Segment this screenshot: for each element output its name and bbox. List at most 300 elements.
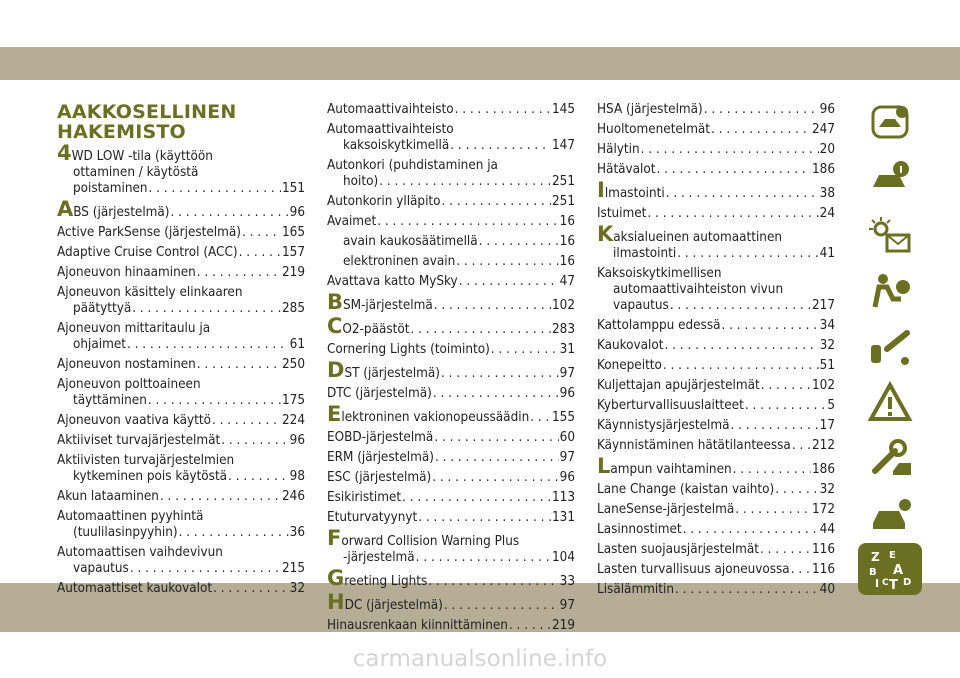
- dot-leader: [455, 102, 551, 118]
- entry-label: kaksoiskytkimellä: [343, 138, 450, 153]
- index-entry: [327, 314, 575, 338]
- index-entry: [597, 562, 835, 578]
- dot-leader: [704, 102, 819, 118]
- index-entry: [57, 453, 305, 485]
- page-number: 251: [552, 194, 575, 209]
- entry-label: ilmastointi: [613, 246, 677, 261]
- dot-leader: [434, 298, 551, 314]
- entry-label: Käynnistysjärjestelmä: [597, 418, 730, 433]
- entry-label: orward Collision Warning Plus: [341, 534, 520, 549]
- dot-leader: [197, 357, 281, 373]
- index-entry: [327, 342, 575, 358]
- page-number: 16: [559, 214, 575, 229]
- entry-label: ERM (järjestelmä): [327, 450, 434, 465]
- dot-leader: [677, 246, 818, 262]
- page-number: 36: [289, 525, 305, 540]
- index-entry: [57, 285, 305, 317]
- page-number: 96: [559, 386, 575, 401]
- dot-leader: [197, 265, 281, 281]
- tab-safety[interactable]: [858, 263, 922, 319]
- dot-leader: [433, 386, 559, 402]
- entry-label: Kuljettajan apujärjestelmät: [597, 378, 760, 393]
- index-entry: [597, 162, 835, 178]
- index-letter: C: [882, 578, 889, 588]
- entry-label: elektroninen avain: [343, 254, 456, 269]
- entry-label: ohjaimet: [73, 337, 126, 352]
- page-number: 33: [559, 574, 575, 589]
- entry-label: Aktiiviset turvajärjestelmät: [57, 433, 221, 448]
- dot-leader: [456, 254, 558, 270]
- dot-leader: [171, 205, 289, 221]
- index-entry: [597, 542, 835, 558]
- index-column-2: [327, 102, 575, 638]
- dot-leader: [711, 122, 811, 138]
- index-entry: [327, 430, 575, 446]
- dot-leader: [402, 490, 551, 506]
- entry-label: Automaattiset kaukovalot: [57, 581, 213, 596]
- entry-label: Adaptive Cruise Control (ACC): [57, 245, 238, 260]
- index-entry: [57, 245, 305, 261]
- index-entry: [327, 358, 575, 382]
- index-letter: E: [889, 550, 896, 561]
- index-entry: [327, 566, 575, 590]
- entry-label: Lisälämmitin: [597, 582, 674, 597]
- index-letter-marker: D: [327, 358, 345, 382]
- dot-leader: [418, 510, 551, 526]
- dot-leader: [434, 430, 558, 446]
- index-letter: Z: [871, 550, 880, 564]
- entry-label: LaneSense-järjestelmä: [597, 502, 735, 517]
- car-check-icon: [865, 101, 915, 145]
- entry-label: ST (järjestelmä): [344, 366, 440, 381]
- entry-label: Lasinnostimet: [597, 522, 682, 537]
- page-number: 96: [559, 470, 575, 485]
- page-number: 44: [819, 522, 835, 537]
- index-entry: [327, 450, 575, 466]
- page-number: 113: [552, 490, 575, 505]
- page-number: 285: [282, 301, 305, 316]
- index-entry: [597, 358, 835, 374]
- dot-leader: [459, 274, 559, 290]
- key-start-icon: [865, 325, 915, 369]
- entry-label: Käynnistäminen hätätilanteessa: [597, 438, 791, 453]
- index-entry: [327, 490, 575, 506]
- page-number: 186: [812, 162, 835, 177]
- entry-label: Ajoneuvon hinaaminen: [57, 265, 196, 280]
- dot-leader: [760, 542, 811, 558]
- index-entry: [57, 581, 305, 597]
- entry-label: HSA (järjestelmä): [597, 102, 703, 117]
- index-letter-marker: G: [327, 566, 345, 590]
- index-entry: [327, 290, 575, 314]
- entry-label: aksialueinen automaattinen: [613, 230, 782, 245]
- entry-label: Ajoneuvon vaativa käyttö: [57, 413, 211, 428]
- entry-label: Kattolamppu edessä: [597, 318, 721, 333]
- dot-leader: [242, 225, 281, 241]
- index-entry: [57, 225, 305, 241]
- page-number: 24: [819, 206, 835, 221]
- index-letter-marker: 4: [57, 141, 72, 165]
- dot-leader: [432, 470, 558, 486]
- index-entry: [327, 254, 575, 270]
- index-entry: [327, 274, 575, 290]
- index-letter-marker: B: [327, 290, 344, 314]
- index-entry: [57, 413, 305, 429]
- entry-label: O2-päästöt: [342, 322, 410, 337]
- seat-airbag-icon: [865, 269, 915, 313]
- entry-label: reeting Lights: [344, 574, 428, 589]
- entry-label: (tuulilasinpyyhin): [73, 525, 178, 540]
- index-entry: [57, 545, 305, 577]
- page-number: 97: [559, 450, 575, 465]
- index-letter: D: [903, 577, 912, 588]
- entry-label: Istuimet: [597, 206, 647, 221]
- index-entry: [597, 318, 835, 334]
- page-number: 104: [552, 550, 575, 565]
- page-number: 155: [552, 410, 575, 425]
- page-number: 96: [289, 205, 305, 220]
- index-entry: [327, 194, 575, 210]
- entry-label: Avaimet: [327, 214, 377, 229]
- tab-servicing[interactable]: [858, 431, 922, 487]
- dot-leader: [657, 162, 812, 178]
- page-number: 17: [819, 418, 835, 433]
- entry-label: päätyttyä: [73, 301, 132, 316]
- entry-label: -järjestelmä: [343, 550, 415, 565]
- entry-label: täyttäminen: [73, 393, 147, 408]
- dot-leader: [745, 398, 827, 414]
- entry-label: avain kaukosäätimellä: [343, 234, 478, 249]
- entry-label: DTC (järjestelmä): [327, 386, 432, 401]
- page-number: 247: [812, 122, 835, 137]
- page-number: 97: [559, 366, 575, 381]
- index-letter: B: [869, 567, 877, 578]
- dot-leader: [149, 181, 281, 197]
- dot-leader: [665, 338, 819, 354]
- car-info-icon: [865, 157, 915, 201]
- entry-label: Automaattinen pyyhintä: [57, 509, 204, 524]
- index-letter: T: [889, 578, 898, 591]
- page-number: 38: [819, 186, 835, 201]
- page-number: 250: [282, 357, 305, 372]
- entry-label: Kaksoiskytkimellisen: [597, 266, 722, 281]
- page-number: 41: [819, 246, 835, 261]
- dot-leader: [775, 482, 818, 498]
- tab-instrument-panel[interactable]: [858, 151, 922, 207]
- index-entry: [327, 526, 575, 566]
- entry-label: Cornering Lights (toiminto): [327, 342, 490, 357]
- page-number: 175: [282, 393, 305, 408]
- page-number: 219: [282, 265, 305, 280]
- entry-label: vapautus: [613, 298, 669, 313]
- dot-leader: [130, 561, 281, 577]
- dot-leader: [491, 342, 559, 358]
- index-entry: [597, 102, 835, 118]
- index-letter: A: [893, 563, 904, 578]
- page-number: 251: [552, 174, 575, 189]
- dot-leader: [160, 489, 281, 505]
- index-letter: I: [875, 577, 880, 590]
- page-number: 60: [559, 430, 575, 445]
- page-number: 40: [819, 582, 835, 597]
- entry-label: Active ParkSense (järjestelmä): [57, 225, 241, 240]
- dot-leader: [735, 502, 811, 518]
- index-letter-marker: C: [327, 314, 343, 338]
- dot-leader: [761, 378, 811, 394]
- index-entry: [597, 178, 835, 202]
- index-entry: [57, 321, 305, 353]
- entry-label: lmastointi: [604, 186, 665, 201]
- page-number: 116: [812, 542, 835, 557]
- entry-label: Akun lataaminen: [57, 489, 159, 504]
- index-entry: [327, 234, 575, 250]
- dot-leader: [213, 581, 289, 597]
- tab-specifications[interactable]: [858, 487, 922, 543]
- entry-label: WD LOW -tila (käyttöön: [71, 149, 213, 164]
- entry-label: ottaminen / käytöstä: [73, 165, 199, 180]
- dot-leader: [675, 582, 819, 598]
- index-entry: [327, 158, 575, 190]
- page-number: 61: [289, 337, 305, 352]
- entry-label: Huoltomenetelmät: [597, 122, 711, 137]
- dot-leader: [441, 366, 559, 382]
- entry-label: Automaattisen vaihdevivun: [57, 545, 223, 560]
- entry-label: kytkeminen pois käytöstä: [73, 469, 228, 484]
- page-number: 20: [819, 142, 835, 157]
- entry-label: Ajoneuvon polttoaineen: [57, 377, 201, 392]
- page-number: 219: [552, 618, 575, 633]
- entry-label: Hätävalot: [597, 162, 656, 177]
- entry-label: Lasten turvallisuus ajoneuvossa: [597, 562, 790, 577]
- entry-label: Ajoneuvon nostaminen: [57, 357, 196, 372]
- dot-leader: [791, 562, 811, 578]
- entry-label: hoito): [343, 174, 379, 189]
- dot-leader: [212, 413, 281, 429]
- index-letter-marker: K: [597, 222, 614, 246]
- page-number: 47: [559, 274, 575, 289]
- index-entry: [597, 438, 835, 454]
- entry-label: Aktiivisten turvajärjestelmien: [57, 453, 235, 468]
- page-number: 16: [559, 234, 575, 249]
- index-letter-marker: A: [57, 197, 74, 221]
- dot-leader: [428, 574, 558, 590]
- index-entry: [57, 433, 305, 449]
- page-number: 116: [812, 562, 835, 577]
- dot-leader: [416, 550, 551, 566]
- tab-getting-to-know[interactable]: [858, 95, 922, 151]
- entry-label: Etuturvatyynyt: [327, 510, 418, 525]
- page-number: 145: [552, 102, 575, 117]
- index-entry: [597, 222, 835, 262]
- index-letter-marker: I: [597, 178, 605, 202]
- index-entry: [57, 141, 305, 197]
- index-letter-marker: E: [327, 402, 342, 426]
- specs-car-icon: [865, 493, 915, 537]
- page-number: 98: [289, 469, 305, 484]
- index-letter-marker: F: [327, 526, 342, 550]
- dot-leader: [148, 393, 281, 409]
- header-band: [0, 47, 960, 80]
- index-entry: [327, 102, 575, 118]
- dot-leader: [647, 206, 818, 222]
- dot-leader: [663, 358, 819, 374]
- warning-road-icon: [865, 381, 915, 425]
- index-entry: [327, 122, 575, 154]
- index-entry: [597, 378, 835, 394]
- dot-leader: [442, 194, 551, 210]
- index-entry: [597, 266, 835, 314]
- dot-leader: [731, 418, 819, 434]
- dot-leader: [666, 186, 819, 202]
- entry-label: Hälytin: [597, 142, 640, 157]
- entry-label: Hinausrenkaan kiinnittäminen: [327, 618, 508, 633]
- dot-leader: [127, 337, 289, 353]
- page-number: 32: [289, 581, 305, 596]
- entry-label: poistaminen: [73, 181, 148, 196]
- watermark: carmanualsonline.info: [352, 646, 608, 672]
- dot-leader: [722, 318, 819, 334]
- dot-leader: [239, 245, 281, 261]
- dot-leader: [641, 142, 819, 158]
- entry-label: vapautus: [73, 561, 129, 576]
- dot-leader: [792, 438, 811, 454]
- entry-label: Avattava katto MySky: [327, 274, 458, 289]
- index-entry: [597, 454, 835, 478]
- entry-label: Kaukovalot: [597, 338, 664, 353]
- dot-leader: [444, 598, 559, 614]
- dot-leader: [435, 450, 559, 466]
- index-entry: [597, 418, 835, 434]
- light-message-icon: [865, 213, 915, 257]
- entry-label: Automaattivaihteisto: [327, 122, 454, 137]
- page-number: 102: [812, 378, 835, 393]
- page-number: 16: [559, 254, 575, 269]
- dot-leader: [509, 618, 551, 634]
- page-number: 147: [552, 138, 575, 153]
- page-number: 131: [552, 510, 575, 525]
- index-entry: [597, 142, 835, 158]
- entry-label: Automaattivaihteisto: [327, 102, 454, 117]
- chapter-tabs: [858, 95, 922, 595]
- page-number: 186: [812, 462, 835, 477]
- entry-label: BS (järjestelmä): [73, 205, 170, 220]
- entry-label: Autonkori (puhdistaminen ja: [327, 158, 498, 173]
- index-entry: [327, 590, 575, 614]
- entry-label: lektroninen vakionopeussäädin: [341, 410, 530, 425]
- index-entry: [597, 398, 835, 414]
- index-entry: [327, 214, 575, 230]
- index-letter-marker: H: [327, 590, 345, 614]
- entry-label: Ajoneuvon käsittely elinkaaren: [57, 285, 243, 300]
- page-number: 102: [552, 298, 575, 313]
- page-title: AAKKOSELLINEN HAKEMISTO: [57, 101, 237, 143]
- index-entry: [327, 470, 575, 486]
- tab-index[interactable]: [858, 543, 922, 595]
- entry-label: automaattivaihteiston vivun: [613, 282, 784, 297]
- entry-label: Ajoneuvon mittaritaulu ja: [57, 321, 211, 336]
- index-entry: [57, 197, 305, 221]
- dot-leader: [377, 214, 558, 230]
- page-number: 172: [812, 502, 835, 517]
- dot-leader: [410, 322, 551, 338]
- index-entry: [57, 377, 305, 409]
- page-number: 157: [282, 245, 305, 260]
- dot-leader: [132, 301, 281, 317]
- index-entry: [327, 402, 575, 426]
- page-number: 224: [282, 413, 305, 428]
- entry-label: SM-järjestelmä: [343, 298, 433, 313]
- page-number: 212: [812, 438, 835, 453]
- index-entry: [597, 338, 835, 354]
- index-column-1: [57, 102, 305, 601]
- tab-safety-lights[interactable]: [858, 207, 922, 263]
- index-entry: [327, 510, 575, 526]
- dot-leader: [733, 462, 811, 478]
- index-entry: [327, 386, 575, 402]
- entry-label: Esikiristimet: [327, 490, 402, 505]
- tab-starting-driving[interactable]: [858, 319, 922, 375]
- index-column-3: [597, 102, 835, 602]
- dot-leader: [221, 433, 288, 449]
- entry-label: Lane Change (kaistan vaihto): [597, 482, 775, 497]
- entry-label: Kyberturvallisuuslaitteet: [597, 398, 744, 413]
- page-number: 96: [819, 102, 835, 117]
- index-entry: [597, 502, 835, 518]
- dot-leader: [683, 522, 819, 538]
- dot-leader: [670, 298, 811, 314]
- index-entry: [57, 509, 305, 541]
- dot-leader: [179, 525, 289, 541]
- page-number: 246: [282, 489, 305, 504]
- page-number: 165: [282, 225, 305, 240]
- index-az-icon: [865, 547, 915, 591]
- page-number: 217: [812, 298, 835, 313]
- entry-label: Konepeitto: [597, 358, 662, 373]
- page-number: 34: [819, 318, 835, 333]
- entry-label: Lasten suojausjärjestelmät: [597, 542, 759, 557]
- index-entry: [327, 618, 575, 634]
- page-number: 215: [282, 561, 305, 576]
- index-entry: [57, 265, 305, 281]
- index-entry: [57, 489, 305, 505]
- entry-label: DC (järjestelmä): [344, 598, 443, 613]
- dot-leader: [228, 469, 289, 485]
- index-letter-marker: L: [597, 454, 611, 478]
- wrench-car-icon: [865, 437, 915, 481]
- dot-leader: [530, 410, 551, 426]
- index-entry: [597, 482, 835, 498]
- index-entry: [597, 206, 835, 222]
- index-entry: [57, 357, 305, 373]
- entry-label: Autonkorin ylläpito: [327, 194, 441, 209]
- index-entry: [597, 582, 835, 598]
- index-entry: [597, 522, 835, 538]
- page-number: 31: [559, 342, 575, 357]
- page-number: 32: [819, 482, 835, 497]
- dot-leader: [379, 174, 551, 190]
- entry-label: EOBD-järjestelmä: [327, 430, 434, 445]
- page-number: 96: [289, 433, 305, 448]
- page-number: 283: [552, 322, 575, 337]
- page-number: 51: [819, 358, 835, 373]
- page-number: 32: [819, 338, 835, 353]
- entry-label: ESC (järjestelmä): [327, 470, 432, 485]
- dot-leader: [479, 234, 559, 250]
- index-entry: [597, 122, 835, 138]
- page-number: 97: [559, 598, 575, 613]
- tab-emergency[interactable]: [858, 375, 922, 431]
- page-number: 151: [282, 181, 305, 196]
